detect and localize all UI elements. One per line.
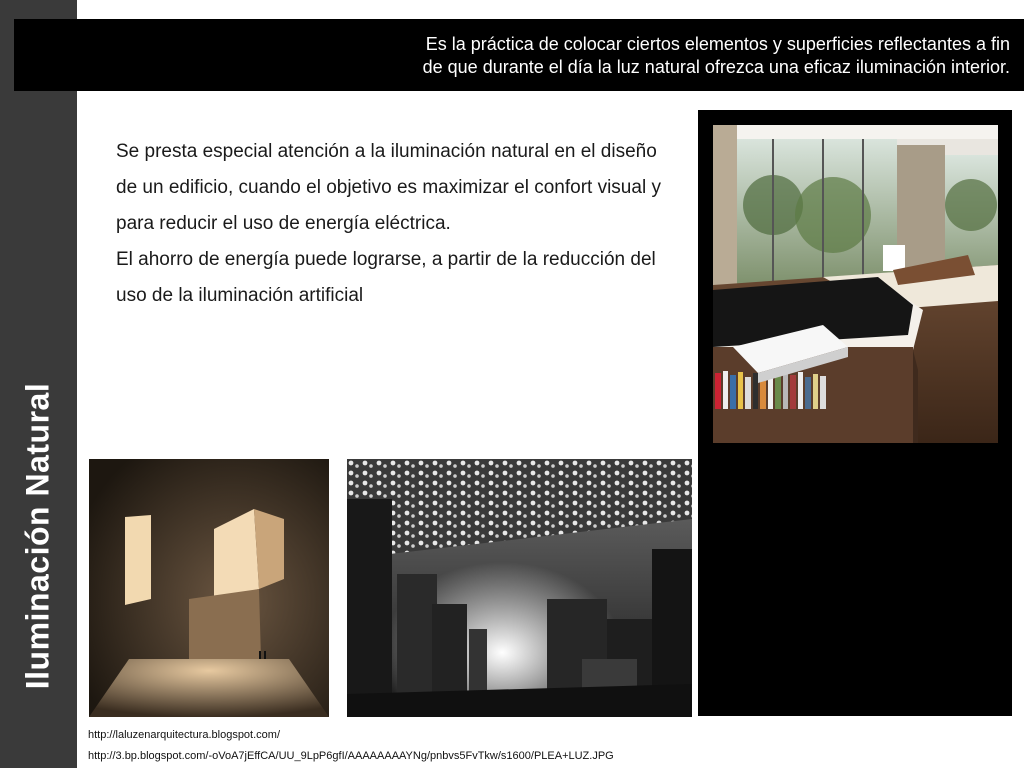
slide-title: Iluminación Natural [19,382,56,690]
image-credits [88,725,614,767]
bedroom-photo [713,125,998,443]
banner-text [423,33,1010,79]
paragraph-1: Se presta especial atención a la iluminación natural en el diseño de un edificio, cuando el objetivo es maximizar el confort visual y para reducir el uso de energía eléctrica. [116,141,661,234]
light-chamber-photo [89,459,329,717]
banner-line-2: de que durante el día la luz natural ofrezca una eficaz iluminación interior. [422,57,1010,77]
paragraph-2: El ahorro de energía puede lograrse, a partir de la reducción del uso de la iluminación artificial [116,249,656,306]
credit-link-1[interactable]: http://laluzenarquitectura.blogspot.com/ [88,729,281,741]
credit-link-2[interactable]: http://3.bp.blogspot.com/-oVoA7jEffCA/UU_9LpP6gfI/AAAAAAAAYNg/pnbvs5FvTkw/s1600/PLEA+LUZ.JPG [88,750,614,762]
banner-line-1: Es la práctica de colocar ciertos elementos y superficies reflectantes a fin [425,34,1010,54]
definition-banner [14,19,1024,91]
body-text [116,134,676,314]
sidebar [0,0,77,768]
lattice-dome-photo [347,459,692,717]
